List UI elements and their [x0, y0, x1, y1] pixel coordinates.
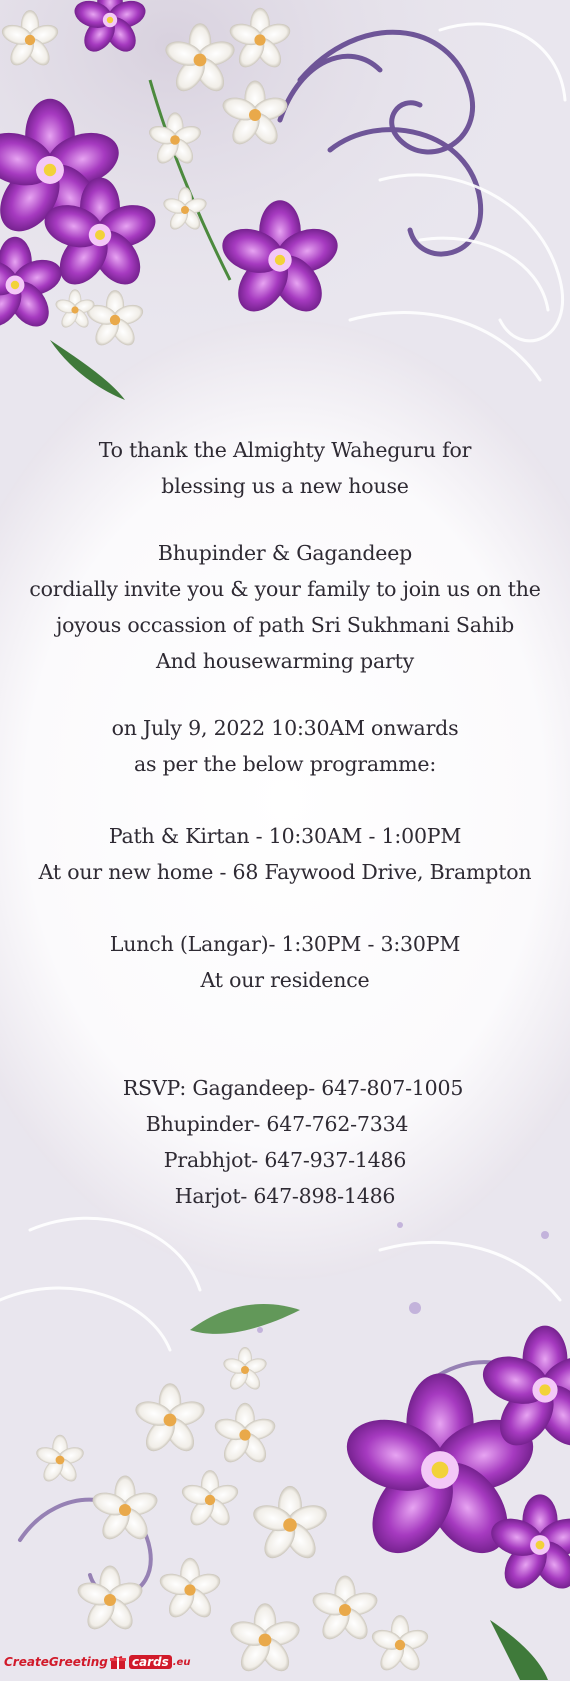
programme-intro: as per the below programme:	[133, 752, 437, 776]
blessing-line: blessing us a new house	[161, 474, 409, 498]
occasion-line: joyous occassion of path Sri Sukhmani Sahib	[55, 613, 515, 637]
date-line: on July 9, 2022 10:30AM onwards	[111, 716, 459, 740]
lunch-time: Lunch (Langar)- 1:30PM - 3:30PM	[109, 932, 461, 956]
path-kirtan-time: Path & Kirtan - 10:30AM - 1:00PM	[108, 824, 462, 848]
watermark-brand-suffix: .eu	[172, 1656, 191, 1668]
watermark-brand-part1: CreateGreeting	[4, 1655, 108, 1669]
rsvp-gagandeep: RSVP: Gagandeep- 647-807-1005	[122, 1076, 464, 1100]
gift-icon	[110, 1655, 126, 1669]
path-kirtan-venue: At our new home - 68 Faywood Drive, Brampton	[38, 860, 532, 884]
lunch-venue: At our residence	[200, 968, 370, 992]
hosts-names: Bhupinder & Gagandeep	[157, 541, 413, 565]
thanks-line: To thank the Almighty Waheguru for	[98, 438, 472, 462]
rsvp-prabhjot: Prabhjot- 647-937-1486	[163, 1148, 407, 1172]
rsvp-bhupinder: Bhupinder- 647-762-7334	[145, 1112, 409, 1136]
rsvp-harjot: Harjot- 647-898-1486	[174, 1184, 396, 1208]
invite-line: cordially invite you & your family to join us on the	[29, 577, 541, 601]
housewarming-line: And housewarming party	[155, 649, 415, 673]
site-watermark	[4, 1648, 190, 1676]
watermark-brand-part2: cards	[129, 1655, 172, 1669]
